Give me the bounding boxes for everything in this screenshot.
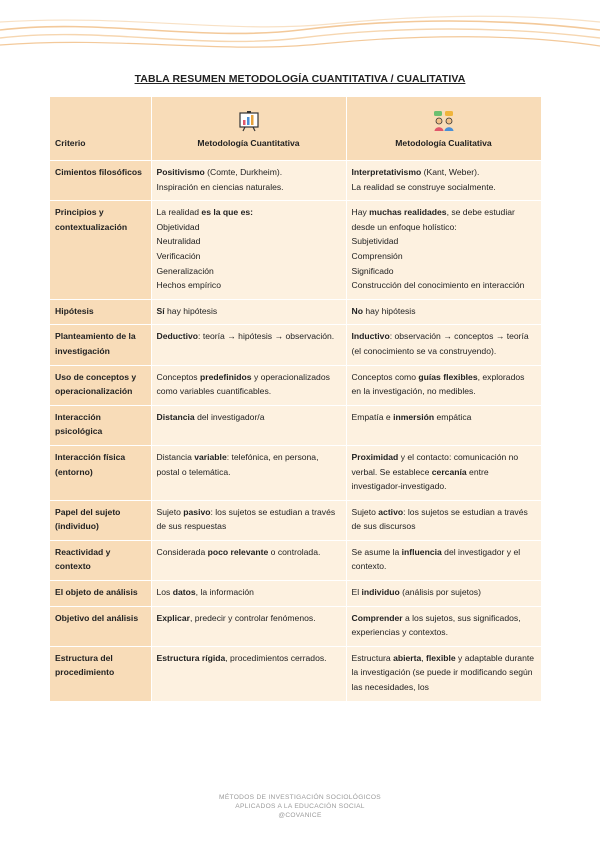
text: Hechos empírico	[156, 280, 221, 291]
bold-text: es la que es:	[201, 207, 254, 218]
quantitative-cell	[151, 299, 346, 325]
bold-text: inmersión	[393, 411, 435, 422]
quantitative-cell	[151, 500, 346, 540]
cell-line	[157, 450, 341, 479]
cell-line	[352, 370, 536, 399]
bold-text: Distancia	[156, 411, 195, 422]
bold-text: Interpretativismo	[351, 167, 422, 177]
text: Distancia	[156, 451, 195, 462]
table-row	[50, 606, 541, 646]
text: o controlada.	[268, 546, 321, 557]
qualitative-cell	[346, 445, 541, 500]
cell-line	[157, 278, 341, 293]
text: Verificación	[156, 250, 201, 261]
cell-line	[157, 234, 341, 249]
table-row	[50, 500, 541, 540]
cell-line	[352, 611, 536, 640]
quantitative-cell	[151, 405, 346, 445]
footer-line-3: @COVANICE	[278, 812, 322, 819]
header-cuantitativa	[151, 97, 346, 161]
cell-line	[157, 545, 341, 560]
criterion-cell: Uso de conceptos y operacionalización	[50, 365, 151, 405]
criterion-cell: Objetivo del análisis	[50, 606, 151, 646]
cell-line	[352, 205, 536, 234]
cell-line	[352, 234, 536, 249]
quantitative-cell	[151, 325, 346, 365]
text: : observación → conceptos → teoría (el conocimiento se va construyendo).	[351, 331, 529, 356]
qualitative-cell	[346, 581, 541, 607]
cell-line	[157, 585, 341, 600]
cell-line	[157, 205, 341, 220]
text: , se debe estudiar desde un enfoque holístico:	[351, 207, 515, 232]
text: Generalización	[156, 265, 214, 276]
qualitative-cell	[346, 299, 541, 325]
bold-text: poco relevante	[207, 546, 269, 557]
criterion-cell: Cimientos filosóficos	[50, 161, 151, 201]
text: Hay	[351, 207, 370, 218]
text: entre investigador-investigado.	[351, 466, 489, 492]
bold-text: Positivismo	[156, 167, 205, 177]
bold-text: individuo	[361, 587, 400, 598]
text: Inspiración en ciencias naturales.	[156, 181, 284, 192]
table-row	[50, 325, 541, 365]
bold-text: Deductivo	[156, 331, 199, 342]
text: : teoría → hipótesis → observación.	[198, 331, 335, 342]
cell-line	[157, 505, 341, 534]
text: Los	[156, 587, 173, 598]
bold-text: variable	[194, 451, 227, 462]
text: a los sujetos, sus significados, experiencias y contextos.	[351, 612, 521, 638]
text: (análisis por sujetos)	[399, 587, 481, 598]
footer-line-1: MÉTODOS DE INVESTIGACIÓN SOCIOLÓGICOS	[219, 794, 381, 801]
criterion-cell: Interacción física (entorno)	[50, 445, 151, 500]
header-cualitativa	[346, 97, 541, 161]
cell-line	[157, 651, 341, 666]
table-row	[50, 581, 541, 607]
header-cualitativa-label: Metodología Cualitativa	[395, 138, 492, 149]
text: : los sujetos se estudian a través de sus discursos	[351, 506, 528, 532]
text: Conceptos como	[351, 371, 419, 382]
table-body	[50, 161, 541, 702]
qualitative-cell	[346, 405, 541, 445]
cell-line	[157, 165, 341, 180]
cell-line	[352, 450, 536, 494]
text: (Kant, Weber).	[421, 167, 480, 177]
table-row	[50, 201, 541, 300]
criterion-cell: Principios y contextualización	[50, 201, 151, 300]
criterion-cell: Hipótesis	[50, 299, 151, 325]
text: La realidad se construye socialmente.	[351, 181, 496, 192]
table-header-row	[50, 97, 541, 161]
quantitative-cell	[151, 646, 346, 701]
text: La realidad	[156, 207, 202, 218]
text: , procedimientos cerrados.	[225, 652, 327, 663]
cell-line	[352, 264, 536, 279]
criterion-cell: El objeto de análisis	[50, 581, 151, 607]
text: del investigador y el contexto.	[351, 546, 521, 572]
bold-text: Estructura rígida	[156, 652, 226, 663]
criterion-cell: Reactividad y contexto	[50, 540, 151, 580]
cell-line	[352, 410, 536, 425]
text: Objetividad	[156, 221, 200, 232]
quantitative-cell	[151, 445, 346, 500]
bold-text: Proximidad	[351, 451, 399, 462]
text: , la información	[195, 587, 254, 598]
table-row	[50, 299, 541, 325]
text: Neutralidad	[156, 236, 201, 247]
table-row	[50, 445, 541, 500]
qualitative-cell	[346, 161, 541, 201]
text: Estructura	[351, 652, 394, 663]
page-title: TABLA RESUMEN METODOLOGÍA CUANTITATIVA / CUALITATIVA	[134, 73, 466, 85]
cell-line	[352, 249, 536, 264]
bold-text: Sí	[156, 305, 165, 316]
text: y el contacto: comunicación no verbal. Se establece	[351, 451, 519, 477]
quantitative-cell	[151, 606, 346, 646]
bold-text: Inductivo	[351, 331, 390, 342]
decorative-waves	[0, 0, 600, 60]
table-row	[50, 646, 541, 701]
bold-text: datos	[172, 587, 196, 598]
bar-chart-board-icon	[238, 110, 260, 132]
text: y operacionalizados como variables cuantificables.	[156, 371, 330, 397]
bold-text: pasivo	[183, 506, 211, 517]
people-chat-icon	[433, 110, 455, 132]
table-row	[50, 405, 541, 445]
text: y adaptable durante la investigación (se puede ir modificando según las necesidades, los	[351, 652, 535, 693]
criterion-cell: Estructura del procedimiento	[50, 646, 151, 701]
qualitative-cell	[346, 201, 541, 300]
header-cuantitativa-label: Metodología Cuantitativa	[197, 138, 300, 149]
text: Conceptos	[156, 371, 200, 382]
bold-text: predefinidos	[199, 371, 252, 382]
cell-line	[352, 165, 536, 180]
text: empática	[434, 411, 472, 422]
cell-line	[157, 180, 341, 195]
cell-line	[157, 329, 341, 344]
bold-text: activo	[378, 506, 404, 517]
qualitative-cell	[346, 606, 541, 646]
text: Subjetividad	[351, 236, 399, 247]
text: Significado	[351, 265, 394, 276]
quantitative-cell	[151, 581, 346, 607]
bold-text: flexible	[426, 652, 456, 663]
qualitative-cell	[346, 500, 541, 540]
text: Considerada	[156, 546, 208, 557]
bold-text: cercanía	[431, 466, 467, 477]
text: : los sujetos se estudian a través de sus respuestas	[156, 506, 336, 532]
table-row	[50, 540, 541, 580]
cell-line	[352, 329, 536, 358]
summary-table	[50, 97, 542, 702]
text: (Comte, Durkheim).	[204, 167, 283, 177]
cell-line	[157, 249, 341, 264]
cell-line	[352, 505, 536, 534]
text: del investigador/a	[194, 411, 265, 422]
cell-line	[157, 220, 341, 235]
text: : telefónica, en persona, postal o telemática.	[156, 451, 319, 477]
header-criterio: Criterio	[50, 97, 151, 161]
quantitative-cell	[151, 161, 346, 201]
cell-line	[352, 180, 536, 195]
text: , explorados en la investigación, no medibles.	[351, 371, 525, 397]
text: Construcción del conocimiento en interacción	[351, 280, 525, 291]
cell-line	[157, 370, 341, 399]
text: Sujeto	[351, 506, 379, 517]
qualitative-cell	[346, 540, 541, 580]
cell-line	[157, 410, 341, 425]
cell-line	[352, 585, 536, 600]
bold-text: No	[351, 305, 363, 316]
text: Sujeto	[156, 506, 184, 517]
cell-line	[352, 545, 536, 574]
bold-text: Explicar	[156, 612, 190, 623]
text: Comprensión	[351, 250, 403, 261]
table-row	[50, 161, 541, 201]
qualitative-cell	[346, 646, 541, 701]
text: , predecir y controlar fenómenos.	[189, 612, 316, 623]
table-row	[50, 365, 541, 405]
qualitative-cell	[346, 325, 541, 365]
cell-line	[157, 264, 341, 279]
bold-text: Comprender	[351, 612, 403, 623]
cell-line	[157, 611, 341, 626]
qualitative-cell	[346, 365, 541, 405]
footer-line-2: APLICADOS A LA EDUCACIÓN SOCIAL	[235, 803, 365, 810]
quantitative-cell	[151, 540, 346, 580]
text: Se asume la	[351, 546, 402, 557]
bold-text: abierta	[393, 652, 422, 663]
text: Empatía e	[351, 411, 394, 422]
criterion-cell: Interacción psicológica	[50, 405, 151, 445]
quantitative-cell	[151, 365, 346, 405]
quantitative-cell	[151, 201, 346, 300]
cell-line	[352, 651, 536, 695]
text: hay hipótesis	[362, 305, 416, 316]
criterion-cell: Papel del sujeto (individuo)	[50, 500, 151, 540]
text: ,	[421, 652, 427, 663]
cell-line	[157, 304, 341, 319]
text: hay hipótesis	[164, 305, 218, 316]
bold-text: guías flexibles	[418, 371, 478, 382]
cell-line	[352, 278, 536, 293]
footer	[0, 793, 600, 820]
bold-text: influencia	[401, 546, 442, 557]
cell-line	[352, 304, 536, 319]
criterion-cell: Planteamiento de la investigación	[50, 325, 151, 365]
text: El	[351, 587, 362, 598]
bold-text: muchas realidades	[369, 207, 447, 218]
